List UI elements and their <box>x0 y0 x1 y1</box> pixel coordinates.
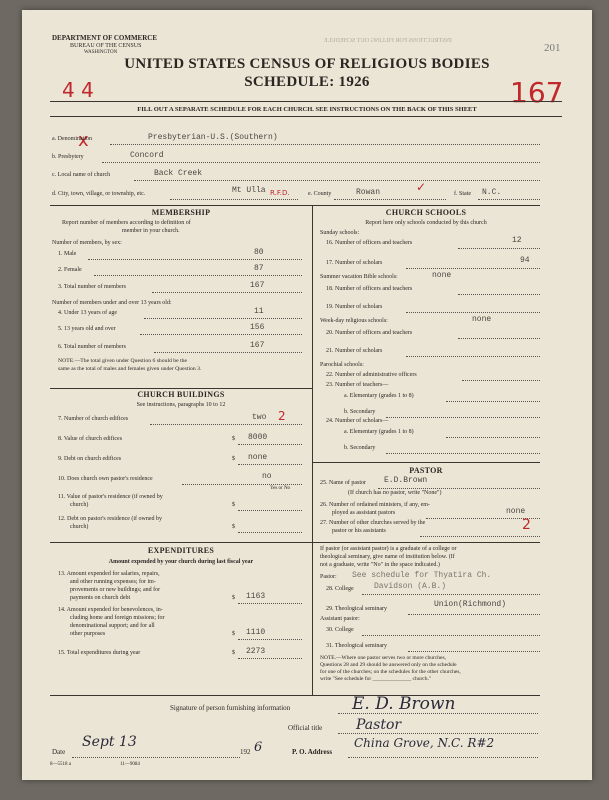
stamp-number: 201 <box>544 42 561 54</box>
benevolences-label-3: denominational support; and for all <box>70 623 155 629</box>
official-title-value: Pastor <box>356 717 402 733</box>
graduate-instructions: If pastor (or assistant pastor) is a graduate of a college or <box>320 546 457 552</box>
presbytery-label: b. Presbytery <box>52 154 84 160</box>
other-churches-label-2: pastor or his assistants <box>332 528 386 534</box>
assistant-ministers-label-2: ployed as assistant pastors <box>332 510 396 516</box>
membership-intro: Report number of members according to definition of <box>62 220 191 226</box>
weekday-schools-value: none <box>472 315 492 324</box>
by-sex-label: Number of members, by sex: <box>52 240 122 246</box>
assistant-ministers-label: 26. Number of ordained ministers, if any, em- <box>320 502 430 508</box>
year-digit: 6 <box>254 740 263 755</box>
sunday-officers-label: 16. Number of officers and teachers <box>326 240 413 246</box>
page-title: UNITED STATES CENSUS OF RELIGIOUS BODIES <box>124 56 490 72</box>
date-value: Sept 13 <box>82 734 137 750</box>
age-intro: Number of members under and over 13 years old: <box>52 300 172 306</box>
pastor-residence-value: no <box>262 472 272 481</box>
expenditures-intro: Amount expended by your church during last fiscal year <box>108 559 254 565</box>
pastor-subheading: Pastor: <box>320 574 337 580</box>
total-members-2-label: 6. Total number of members <box>58 344 126 350</box>
pastor-seminary-label: 29. Theological seminary <box>326 606 388 612</box>
total-members-label: 3. Total number of members <box>58 284 126 290</box>
under-13-value: 11 <box>254 307 264 316</box>
expenditures-heading: EXPENDITURES <box>147 546 215 555</box>
summer-schools-value: none <box>432 271 452 280</box>
total-members-value: 167 <box>250 281 265 290</box>
assistant-pastor-subheading: Assistant pastor: <box>320 616 360 622</box>
annotation-left-number: 4 4 <box>62 78 94 102</box>
edifices-value-label: 8. Value of church edifices <box>58 436 123 442</box>
schedule-title: SCHEDULE: 1926 <box>244 74 370 90</box>
pastor-heading: PASTOR <box>409 466 443 475</box>
under-13-label: 4. Under 13 years of age <box>58 310 117 316</box>
year-prefix: 192 <box>240 748 251 756</box>
show-through-text: INSTRUCTIONS FOR FILLING OUT SCHEDULE <box>324 38 452 44</box>
scholars-secondary-label: b. Secondary <box>344 445 376 451</box>
sunday-scholars-value: 94 <box>520 256 530 265</box>
state-label: f. State <box>454 191 471 197</box>
bureau-label: BUREAU OF THE CENSUS <box>70 43 142 49</box>
other-churches-label: 27. Number of other churches served by the <box>320 520 426 526</box>
edifices-count-red: 2 <box>278 409 286 423</box>
po-address-label: P. O. Address <box>292 748 333 756</box>
pastor-name-label: 25. Name of pastor <box>320 480 366 486</box>
weekday-scholars-label: 21. Number of scholars <box>326 348 383 354</box>
instruction-bar: FILL OUT A SEPARATE SCHEDULE FOR EACH CHURCH. SEE INSTRUCTIONS ON THE BACK OF THIS SHEET <box>137 106 477 113</box>
running-expenses-label: 13. Amount expended for salaries, repairs, <box>58 571 160 577</box>
membership-note-2: same as the total of males and females given under Question 3. <box>58 366 202 372</box>
weekday-schools-label: Week-day religious schools: <box>320 318 388 324</box>
buildings-heading: CHURCH BUILDINGS <box>137 390 225 399</box>
annotation-mark: x <box>78 130 89 151</box>
membership-intro-2: member in your church. <box>122 228 180 234</box>
city-note: R.F.D. <box>270 189 290 197</box>
pastor-seminary-value: Union(Richmond) <box>434 600 507 609</box>
edifices-debt-value: none <box>248 453 268 462</box>
benevolences-label-2: cluding home and foreign missions; for <box>70 615 165 621</box>
other-churches-value: 2 <box>522 517 531 533</box>
county-value: Rowan <box>356 188 381 197</box>
pastor-see-schedule: See schedule for Thyatira Ch. <box>352 571 492 580</box>
total-members-2-value: 167 <box>250 341 265 350</box>
department-label: DEPARTMENT OF COMMERCE <box>52 34 158 42</box>
running-expenses-value: 1163 <box>246 592 266 601</box>
residence-debt-label: 12. Debt on pastor's residence (if owned by <box>58 516 163 522</box>
teachers-secondary-label: b. Secondary <box>344 409 376 415</box>
female-label: 2. Female <box>58 267 82 273</box>
pastor-name-note: (If church has no pastor, write "None") <box>348 490 442 496</box>
teachers-label: 23. Number of teachers— <box>326 382 389 388</box>
signature-value: E. D. Brown <box>352 694 456 714</box>
parochial-schools-label: Parochial schools: <box>320 362 364 368</box>
residence-value-label-2: church) <box>70 502 89 508</box>
admin-officers-label: 22. Number of administrative officers <box>326 372 417 378</box>
form-code: 8—5518 a <box>50 762 71 767</box>
annotation-right-number: 167 <box>510 76 564 109</box>
scholars-elementary-label: a. Elementary (grades 1 to 8) <box>344 429 414 435</box>
edifices-count-label: 7. Number of church edifices <box>58 416 129 422</box>
pastor-note-4: write "See schedule for ______________ church." <box>320 676 432 682</box>
sunday-schools-label: Sunday schools: <box>320 230 360 236</box>
running-expenses-label-3: provements or new buildings; and for <box>70 587 161 593</box>
summer-officers-label: 18. Number of officers and teachers <box>326 286 413 292</box>
residence-value-label: 11. Value of pastor's residence (if owned by <box>58 494 163 500</box>
county-label: e. County <box>308 191 332 197</box>
city-value: Mt Ulla <box>232 186 266 195</box>
church-schools-heading: CHURCH SCHOOLS <box>385 208 467 217</box>
county-check-mark: ✓ <box>416 180 427 194</box>
census-schedule-sheet: DEPARTMENT OF COMMERCE BUREAU OF THE CENSUS WASHINGTON INSTRUCTIONS FOR FILLING OUT SCHEDULE 201 UNITED STATES CENSUS OF RELIGIOUS BODIES SCHEDULE: 1926 4 4 167 x FILL OUT A SEPARATE SCHEDULE FOR EACH CHURCH. SEE INSTRUCTIONS ON THE BACK OF THIS SHEET a. Denomination Presbyterian-U.S.(Southern) b. Presbytery Concord c. Local name of church Back Creek d. City, town, village, or township, etc. Mt Ulla R.F.D. e. County Rowan ✓ f. State N.C. MEMBERSHIP Report number of members according to definition of member in your church. Number of members, by sex: 1. Male 80 2. Female 87 3. Total number of members 167 Number of members under and over 13 years old: 4. Under 13 years of age 11 5. 13 years old and over 156 6. Total number of members 167 NOTE.—The total given under Question 6 should be the same as the total of males and females given under Question 3. CHURCH BUILDINGS See instructions, paragraphs 10 to 12 7. Number of church edifices two 2 8. Value of church edifices $ 8000 9. Debt on church edifices $ none 10. Does church own pastor's residence no Yes or No 11. Value of pastor's residence (if owned by church) $ 12. Debt on pastor's residence (if owned by church) $ EXPENDITURES Amount expended by your church during last fiscal year 13. Amount expended for salaries, repairs, and other running expenses; for im- provements or new buildings; and for payments on church debt $ 1163 14. Amount expended for benevolences, in- cluding home and foreign missions; for denominational support; and for all other purposes $ 1110 15. Total expenditures during year $ 2273 CHURCH SCHOOLS Report here only schools conducted by this church Sunday schools: 16. Number of officers and teachers 12 17. Number of scholars 94 Summer vacation Bible schools: none 18. Number of officers and teachers 19. Number of scholars Week-day religious schools: none 20. Number of officers and teachers 21. Number of scholars Parochial schools: 22. Number of administrative officers 23. Number of teachers— a. Elementary (grades 1 to 8) b. Secondary 24. Number of scholars— a. Elementary (grades 1 to 8) b. Secondary PASTOR 25. Name of pastor E.D.Brown (If church has no pastor, write "None") 26. Number of ordained ministers, if any, em- ployed as assistant pastors none 27. Number of other churches served by the pastor or his assistants 2 If pastor (or assistant pastor) is a graduate of a college or theological seminary, give name of institution below. (If not a graduate, write "No" in the space indicated.) Pastor: See schedule for Thyatira Ch. 28. College Davidson (A.B.) 29. Theological seminary Union(Richmond) Assistant pastor: 30. College 31. Theological seminary NOTE.—Where one pastor serves two or more churches, Questions 28 and 29 should be answered only on the schedule for one of the churches; on the schedules for the other churches, write "See schedule for ______________ church." Signature of person furnishing information E. D. Brown Official title Pastor Date Sept 13 192 6 P. O. Address China Grove, N.C. R#2 8—5518 a 11—9084 <box>22 10 592 780</box>
benevolences-label: 14. Amount expended for benevolences, in- <box>58 607 163 613</box>
edifices-debt-label: 9. Debt on church edifices <box>58 456 122 462</box>
pastor-college-label: 28. College <box>326 586 354 592</box>
official-title-label: Official title <box>288 724 323 732</box>
date-label: Date <box>52 748 66 756</box>
benevolences-value: 1110 <box>246 628 266 637</box>
running-expenses-label-4: payments on church debt <box>70 595 131 601</box>
assistant-ministers-value: none <box>506 507 526 516</box>
male-value: 80 <box>254 248 264 257</box>
running-expenses-label-2: and other running expenses; for im- <box>70 579 156 585</box>
pastor-note-3: for one of the churches; on the schedules for the other churches, <box>320 669 461 675</box>
graduate-instructions-3: not a graduate, write "No" in the space indicated.) <box>320 562 440 568</box>
membership-heading: MEMBERSHIP <box>151 208 211 217</box>
sunday-officers-value: 12 <box>512 236 522 245</box>
summer-scholars-label: 19. Number of scholars <box>326 304 383 310</box>
yes-or-no-hint: Yes or No <box>270 486 291 491</box>
po-address-value: China Grove, N.C. R#2 <box>354 736 495 750</box>
edifices-count-value: two <box>252 413 267 422</box>
teachers-elementary-label: a. Elementary (grades 1 to 8) <box>344 393 414 399</box>
city-field-label: d. City, town, village, or township, etc. <box>52 191 146 197</box>
over-13-label: 5. 13 years old and over <box>58 326 116 332</box>
pastor-note: NOTE.—Where one pastor serves two or more churches, <box>320 655 446 661</box>
sunday-scholars-label: 17. Number of scholars <box>326 260 383 266</box>
buildings-intro: See instructions, paragraphs 10 to 12 <box>136 402 226 408</box>
assistant-seminary-label: 31. Theological seminary <box>326 643 388 649</box>
residence-debt-label-2: church) <box>70 524 89 530</box>
denomination-label: a. Denomination <box>52 136 92 142</box>
female-value: 87 <box>254 264 264 273</box>
denomination-value: Presbyterian-U.S.(Southern) <box>148 133 278 142</box>
state-value: N.C. <box>482 188 502 197</box>
pastor-note-2: Questions 28 and 29 should be answered only on the schedule <box>320 662 457 668</box>
print-code: 11—9084 <box>120 762 140 767</box>
assistant-college-label: 30. College <box>326 627 354 633</box>
church-schools-intro: Report here only schools conducted by this church <box>365 220 487 226</box>
local-name-value: Back Creek <box>154 169 203 178</box>
city-label: WASHINGTON <box>84 50 118 55</box>
pastor-college-value: Davidson (A.B.) <box>374 582 447 591</box>
edifices-value: 8000 <box>248 433 268 442</box>
benevolences-label-4: other purposes <box>70 631 106 637</box>
over-13-value: 156 <box>250 323 265 332</box>
presbytery-value: Concord <box>130 151 164 160</box>
pastor-residence-label: 10. Does church own pastor's residence <box>58 476 153 482</box>
pastor-name-value: E.D.Brown <box>384 476 428 485</box>
male-label: 1. Male <box>58 251 77 257</box>
weekday-officers-label: 20. Number of officers and teachers <box>326 330 413 336</box>
scholars-label: 24. Number of scholars— <box>326 418 389 424</box>
summer-schools-label: Summer vacation Bible schools: <box>320 274 398 280</box>
signature-label: Signature of person furnishing information <box>170 704 291 712</box>
local-name-label: c. Local name of church <box>52 172 111 178</box>
graduate-instructions-2: theological seminary, give name of institution below. (If <box>320 554 455 560</box>
total-expenditures-value: 2273 <box>246 647 266 656</box>
membership-note: NOTE.—The total given under Question 6 should be the <box>58 358 188 364</box>
total-expenditures-label: 15. Total expenditures during year <box>58 650 141 656</box>
